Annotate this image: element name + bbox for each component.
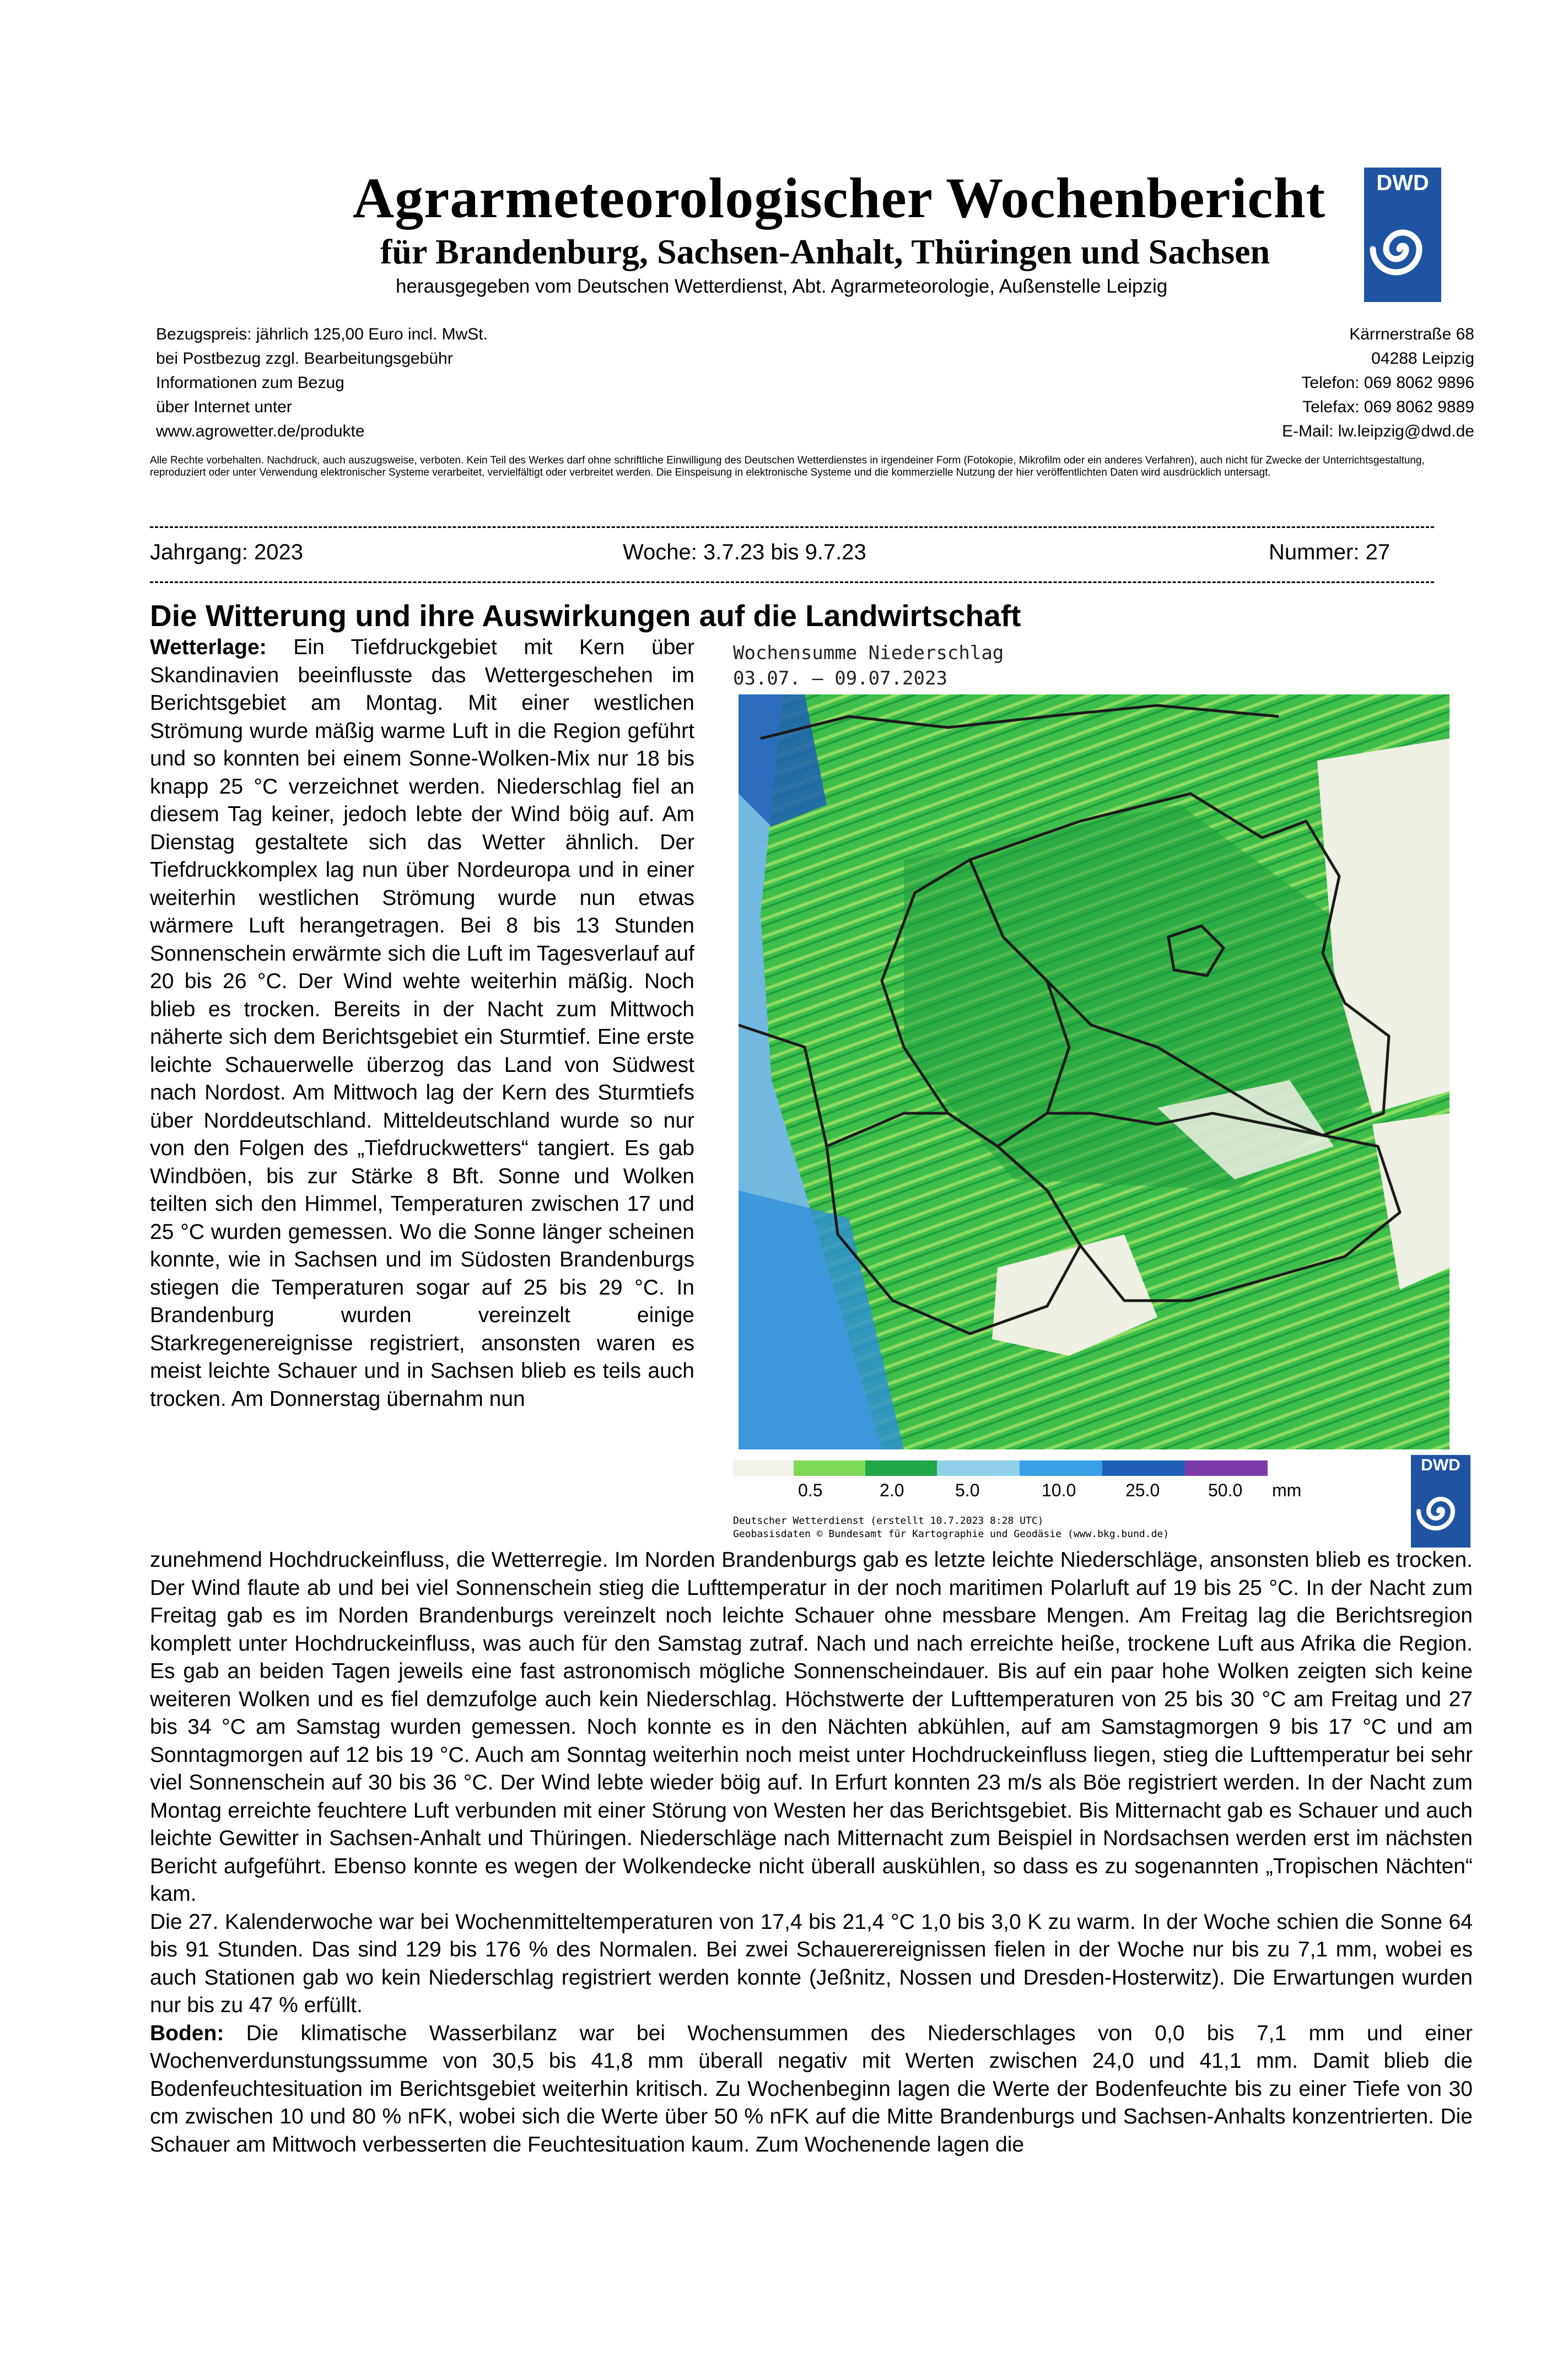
subscription-info: [156, 322, 488, 444]
scale-seg-5: [1102, 1460, 1185, 1476]
dwd-swirl-icon: [1411, 1477, 1470, 1548]
weather-text-column: [150, 634, 694, 1413]
weather-lead: Wetterlage:: [150, 635, 267, 659]
issue-number: Nummer: 27: [1269, 540, 1391, 564]
scale-label: 10.0: [1042, 1480, 1076, 1500]
map-credit-line: Deutscher Wetterdienst (erstellt 10.7.2023 8:28 UTC): [733, 1515, 1044, 1527]
scale-seg-2: [865, 1460, 937, 1476]
subscription-line: Informationen zum Bezug: [156, 374, 344, 392]
scale-label: 25.0: [1125, 1480, 1160, 1500]
weather-continuation: zunehmend Hochdruckeinfluss, die Wetterregie. Im Norden Brandenburgs gab es letzte leichte Niederschläge, ansonsten blieb es trocken. Der Wind flaute ab und bei viel Sonnenschein stieg die Lufttemperatur in der noch maritimen Polarluft auf 19 bis 25 °C. In der Nacht zum Freitag gab es im Norden Brandenburgs vereinzelt noch leichte Schauer ohne messbare Mengen. Am Freitag lag die Berichtsregion komplett unter Hochdruckeinfluss, was auch für den Samstag zutraf. Nach und nach erreichte heiße, trockene Luft aus Afrika die Region. Es gab an beiden Tagen jeweils eine fast astronomisch mögliche Sonnenscheindauer. Bis auf ein paar hohe Wolken zeigten sich keine weiteren Wolken und es fiel demzufolge auch kein Niederschlag. Höchstwerte der Lufttemperaturen von 25 bis 30 °C am Freitag und 27 bis 34 °C am Samstag wurden gemessen. Noch konnte es in den Nächten abkühlen, auf am Samstagmorgen 9 bis 17 °C und am Sonntagmorgen auf 12 bis 19 °C. Auch am Sonntag weiterhin noch meist unter Hochdruckeinfluss liegen, stieg die Lufttemperatur bei sehr viel Sonnenschein auf 30 bis 36 °C. Der Wind lebte wieder böig auf. In Erfurt konnten 23 m/s als Böe registriert werden. In der Nacht zum Montag erreichte feuchtere Luft verbunden mit einer Störung von Westen her das Berichtsgebiet. Bis Mitternacht gab es Schauer und auch leichte Gewitter in Sachsen-Anhalt und Thüringen. Niederschläge nach Mitternacht zum Beispiel in Nordsachsen werden erst im nächsten Bericht aufgeführt. Ebenso konnte es wegen der Wolkendecke nicht überall auskühlen, so dass es zu sogenannten „Tropischen Nächten“ kam.: [150, 1548, 1473, 1906]
week-label: Woche: 3.7.23 bis 9.7.23: [623, 540, 866, 564]
weather-text: Ein Tiefdruckgebiet mit Kern über Skandinavien beeinflusste das Wettergeschehen im Berichtsgebiet am Montag. Mit einer westlichen Strömung wurde mäßig warme Luft in die Region geführt und so konnten bei einem Sonne-Wolken-Mix nur 18 bis knapp 25 °C verzeichnet werden. Niederschlag fiel an diesem Tag keiner, jedoch lebte der Wind böig auf. Am Dienstag gestaltete sich das Wetter ähnlich. Der Tiefdruckkomplex lag nun über Nordeuropa und in einer weiterhin westlichen Strömung wurde nun etwas wärmere Luft herangetragen. Bei 8 bis 13 Stunden Sonnenschein erwärmte sich die Luft im Tagesverlauf auf 20 bis 26 °C. Der Wind wehte weiterhin mäßig. Noch blieb es trocken. Bereits in der Nacht zum Mittwoch näherte sich dem Berichtsgebiet ein Sturmtief. Eine erste leichte Schauerwelle überzog das Land von Südwest nach Nordost. Am Mittwoch lag der Kern des Sturmtiefs über Norddeutschland. Mitteldeutschland wurde so nur von den Folgen des „Tiefdruckwetters“ tangiert. Es gab Windböen, bis zur Stärke 8 Bft. Sonne und Wolken teilten sich den Himmel, Temperaturen zwischen 17 und 25 °C wurden gemessen. Wo die Sonne länger scheinen konnte, wie in Sachsen und im Südosten Brandenburgs stiegen die Temperaturen sogar auf 25 bis 29 °C. In Brandenburg wurden vereinzelt einige Starkregenereignisse registriert, ansonsten waren es meist leichte Schauer und in Sachsen blieb es teils auch trocken. Am Donnerstag übernahm nun: [150, 635, 694, 1411]
weekly-summary: Die 27. Kalenderwoche war bei Wochenmitteltemperaturen von 17,4 bis 21,4 °C 1,0 bis 3,0 K zu warm. In der Woche schien die Sonne 64 bis 91 Stunden. Das sind 129 bis 176 % des Normalen. Bei zwei Schauerereignissen fielen in der Woche nur bis zu 7,1 mm, wobei es auch Stationen gab wo kein Niederschlag registriert werden konnte (Jeßnitz, Nossen und Dresden-Hosterwitz). Die Erwartungen wurden nur bis zu 47 % erfüllt.: [150, 1910, 1473, 2017]
publisher-line: herausgegeben vom Deutschen Wetterdienst, Abt. Agrarmeteorologie, Außenstelle Leipzig: [396, 276, 1168, 297]
divider-bottom: [150, 581, 1434, 583]
scale-seg-3: [937, 1460, 1020, 1476]
dwd-logo-text: DWD: [1376, 171, 1429, 195]
contact-phone: Telefon: 069 8062 9896: [1301, 374, 1474, 392]
soil-paragraph: [150, 2020, 1473, 2159]
map-caption-dates: 03.07. – 09.07.2023: [733, 667, 947, 689]
volume-label: Jahrgang: 2023: [150, 540, 304, 564]
scale-unit: mm: [1272, 1480, 1302, 1500]
subscription-line: über Internet unter: [156, 398, 292, 416]
contact-fax: Telefax: 069 8062 9889: [1302, 398, 1474, 416]
scale-seg-4: [1020, 1460, 1102, 1476]
dwd-swirl-icon: [1364, 201, 1441, 300]
contact-line: Kärrnerstraße 68: [1349, 325, 1474, 343]
divider-top: [150, 526, 1434, 528]
rights-notice: Alle Rechte vorbehalten. Nachdruck, auch auszugsweise, verboten. Kein Teil des Werkes darf ohne schriftliche Einwilligung des Deutschen Wetterdienstes in irgendeiner Form (Fotokopie, Mikrofilm oder ein anderes Verfahren), auch nicht für Zwecke der Unterrichtsgestaltung, reproduziert oder unter Verwendung elektronischer Systeme verarbeitet, vervielfältigt oder verbreitet werden. Die Einspeisung in elektronische Systeme und die kommerzielle Nutzung der hier veröffentlichten Daten wird ausdrücklich untersagt.: [150, 455, 1425, 478]
subscription-line: bei Postbezug zzgl. Bearbeitungsgebühr: [156, 349, 453, 368]
report-subtitle: für Brandenburg, Sachsen-Anhalt, Thüringen und Sachsen: [380, 232, 1270, 271]
map-credit-line: Geobasisdaten © Bundesamt für Kartographie und Geodäsie (www.bkg.bund.de): [733, 1528, 1170, 1540]
scale-label: 5.0: [955, 1480, 980, 1500]
scale-seg-1: [794, 1460, 865, 1476]
section-heading: Die Witterung und ihre Auswirkungen auf die Landwirtschaft: [150, 599, 1021, 633]
dwd-logo: [1364, 168, 1441, 302]
map-caption: [733, 640, 1004, 691]
map-caption-title: Wochensumme Niederschlag: [733, 642, 1004, 664]
report-body: [150, 1546, 1473, 2159]
dwd-logo-small: [1411, 1455, 1470, 1548]
scale-label: 2.0: [880, 1480, 904, 1500]
subscription-link[interactable]: www.agrowetter.de/produkte: [156, 422, 365, 440]
contact-email[interactable]: E-Mail: lw.leipzig@dwd.de: [1282, 422, 1474, 440]
precipitation-scale: [733, 1460, 1323, 1500]
soil-text: Die klimatische Wasserbilanz war bei Wochensummen des Niederschlages von 0,0 bis 7,1 mm und einer Wochenverdunstungssumme von 30,5 bis 41,8 mm überall negativ mit Werten zwischen 24,0 und 41,1 mm. Damit blieb die Bodenfeuchtesituation im Berichtsgebiet weiterhin kritisch. Zu Wochenbeginn lagen die Werte der Bodenfeuchte bis zu einer Tiefe von 30 cm zwischen 10 und 80 % nFK, wobei sich die Werte über 50 % nFK auf die Mitte Brandenburgs und Sachsen-Anhalts konzentrierten. Die Schauer am Mittwoch verbesserten die Feuchtesituation kaum. Zum Wochenende lagen die: [150, 2021, 1473, 2157]
report-title: Agrarmeteorologischer Wochenbericht: [353, 166, 1326, 230]
dwd-logo-small-text: DWD: [1421, 1456, 1461, 1474]
soil-lead: Boden:: [150, 2021, 224, 2045]
scale-label: 50.0: [1208, 1480, 1243, 1500]
contact-line: 04288 Leipzig: [1371, 349, 1474, 368]
map-credit: [733, 1514, 1169, 1541]
precipitation-map: [739, 694, 1450, 1449]
scale-seg-0: [733, 1460, 794, 1476]
scale-seg-6: [1185, 1460, 1268, 1476]
scale-label: 0.5: [798, 1480, 823, 1500]
subscription-line: Bezugspreis: jährlich 125,00 Euro incl. MwSt.: [156, 325, 488, 343]
contact-info: [1157, 322, 1474, 444]
